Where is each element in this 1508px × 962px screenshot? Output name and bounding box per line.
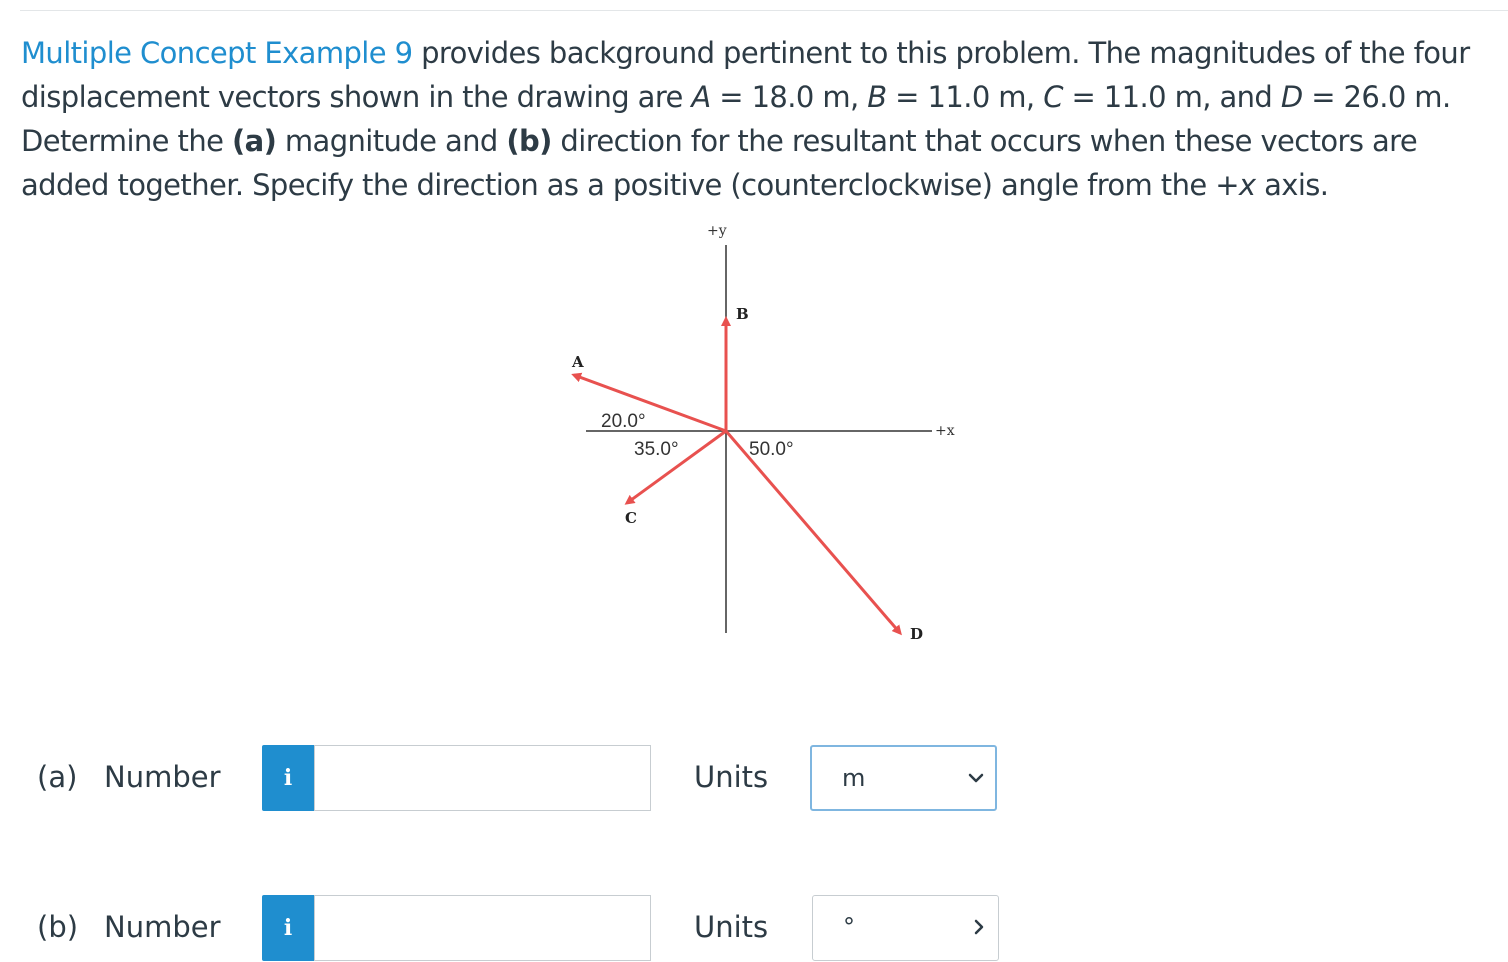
symbol-c: C xyxy=(1043,80,1063,114)
symbol-a: A xyxy=(691,80,711,114)
question-segment: direction for the resultant that occurs when these vectors are added together. Specify the direction as a positive (counterclockwise) angle from the + xyxy=(21,124,1418,202)
number-input[interactable] xyxy=(314,745,651,811)
units-label: Units xyxy=(694,760,769,794)
units-selected-value: m xyxy=(842,764,866,792)
symbol-d: D xyxy=(1280,80,1303,114)
vector-a xyxy=(574,375,726,431)
units-select[interactable] xyxy=(812,895,999,961)
vector-d-label: D xyxy=(910,625,924,643)
info-icon[interactable]: i xyxy=(262,895,314,961)
angle-d-label: 50.0° xyxy=(749,439,794,460)
question-text xyxy=(21,31,1491,207)
vector-d xyxy=(726,431,900,633)
symbol-x: x xyxy=(1238,168,1256,202)
number-input[interactable] xyxy=(314,895,651,961)
units-selected-value: ° xyxy=(843,913,855,941)
vector-b-label: B xyxy=(736,305,749,323)
value-b: = 11.0 m, xyxy=(886,80,1044,114)
info-icon[interactable]: i xyxy=(262,745,314,811)
concept-example-link[interactable]: Multiple Concept Example 9 xyxy=(21,36,413,70)
vector-c-label: C xyxy=(625,509,637,527)
value-c: = 11.0 m, and xyxy=(1062,80,1281,114)
units-select[interactable] xyxy=(810,745,997,811)
units-label: Units xyxy=(694,910,769,944)
number-label: Number xyxy=(104,760,221,794)
number-label: Number xyxy=(104,910,221,944)
value-d: = 26.0 m. Determine the xyxy=(21,80,1451,158)
chevron-right-icon xyxy=(970,918,988,936)
top-divider xyxy=(20,10,1508,11)
chevron-down-icon xyxy=(967,769,985,787)
part-a-marker: (a) xyxy=(231,124,277,158)
part-b-marker: (b) xyxy=(506,124,552,158)
value-a: = 18.0 m, xyxy=(710,80,868,114)
symbol-b: B xyxy=(867,80,887,114)
x-axis-label: +x xyxy=(935,423,955,439)
vector-diagram-svg xyxy=(560,215,980,645)
part-label: (a) xyxy=(37,760,78,794)
vector-diagram xyxy=(560,215,980,645)
answer-row-b xyxy=(0,895,1508,961)
vector-a-label: A xyxy=(572,353,584,371)
question-segment: magnitude and xyxy=(276,124,507,158)
answer-row-a xyxy=(0,745,1508,811)
question-segment: provides background pertinent to this problem. The magnitudes of the four displacement vectors shown in the drawing are xyxy=(21,36,1470,114)
question-segment: axis. xyxy=(1255,168,1329,202)
y-axis-label: +y xyxy=(707,223,727,239)
angle-c-label: 35.0° xyxy=(634,439,679,460)
part-label: (b) xyxy=(37,910,79,944)
angle-a-label: 20.0° xyxy=(601,411,646,432)
